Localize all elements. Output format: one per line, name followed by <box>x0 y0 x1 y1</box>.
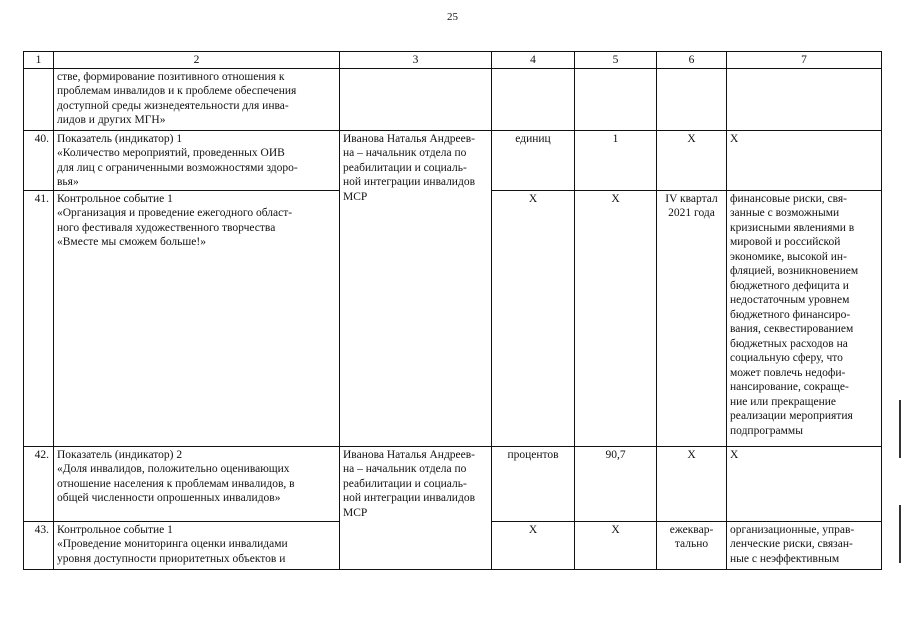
row-value: 90,7 <box>575 446 657 521</box>
row-term <box>657 68 727 130</box>
page-number: 25 <box>447 11 458 23</box>
row-number: 42. <box>24 446 54 521</box>
header-cell: 3 <box>340 52 492 69</box>
row-value: 1 <box>575 130 657 190</box>
row-risk <box>727 68 882 130</box>
row-number: 43. <box>24 521 54 569</box>
row-responsible: Иванова Наталья Андреев- на – начальник отдела по реабилитации и социаль- ной интеграции инвалидов МСР <box>340 446 492 569</box>
header-row <box>24 52 882 69</box>
row-number: 41. <box>24 190 54 446</box>
header-cell: 5 <box>575 52 657 69</box>
header-cell: 7 <box>727 52 882 69</box>
scan-edge-mark <box>899 400 901 458</box>
header-cell: 4 <box>492 52 575 69</box>
scan-edge-mark <box>899 505 901 563</box>
row-risk: X <box>727 130 882 190</box>
table-row <box>24 68 882 130</box>
row-unit <box>492 68 575 130</box>
plan-table <box>23 51 882 570</box>
header-cell: 6 <box>657 52 727 69</box>
header-cell: 2 <box>54 52 340 69</box>
header-cell: 1 <box>24 52 54 69</box>
row-unit: процентов <box>492 446 575 521</box>
row-term: X <box>657 446 727 521</box>
row-text: Контрольное событие 1 «Организация и проведение ежегодного област- ного фестиваля художественного творчества «Вместе мы сможем больше!» <box>54 190 340 446</box>
row-number: 40. <box>24 130 54 190</box>
row-value: X <box>575 521 657 569</box>
row-term: ежеквар- тально <box>657 521 727 569</box>
row-value <box>575 68 657 130</box>
row-text: Показатель (индикатор) 2 «Доля инвалидов, положительно оценивающих отношение населения к проблемам инвалидов, в общей численности опрошенных инвалидов» <box>54 446 340 521</box>
row-value: X <box>575 190 657 446</box>
row-unit: единиц <box>492 130 575 190</box>
table-row <box>24 130 882 190</box>
row-term: IV квартал 2021 года <box>657 190 727 446</box>
row-responsible: Иванова Наталья Андреев- на – начальник отдела по реабилитации и социаль- ной интеграции инвалидов МСР <box>340 130 492 446</box>
row-risk: финансовые риски, свя- занные с возможными кризисными явлениями в мировой и российской экономике, высокой ин- фляцией, возникновением бюджетного дефицита и недостаточным уровнем бюджетного финансиро- вания, секвестированием бюджетных расходов на социальную сферу, что может повлечь недофи- нансирование, сокраще- ние или прекращение реализации мероприятия подпрограммы <box>727 190 882 446</box>
row-unit: X <box>492 521 575 569</box>
row-term: X <box>657 130 727 190</box>
row-text: Контрольное событие 1 «Проведение мониторинга оценки инвалидами уровня доступности приоритетных объектов и <box>54 521 340 569</box>
row-unit: X <box>492 190 575 446</box>
row-number <box>24 68 54 130</box>
row-text: стве, формирование позитивного отношения к проблемам инвалидов и к проблеме обеспечения доступной среды жизнедеятельности для инва- лидов и других МГН» <box>54 68 340 130</box>
row-text: Показатель (индикатор) 1 «Количество мероприятий, проведенных ОИВ для лиц с ограниченными возможностями здоро- вья» <box>54 130 340 190</box>
row-risk: организационные, управ- ленческие риски, связан- ные с неэффективным <box>727 521 882 569</box>
row-responsible <box>340 68 492 130</box>
row-risk: X <box>727 446 882 521</box>
table-row <box>24 446 882 521</box>
